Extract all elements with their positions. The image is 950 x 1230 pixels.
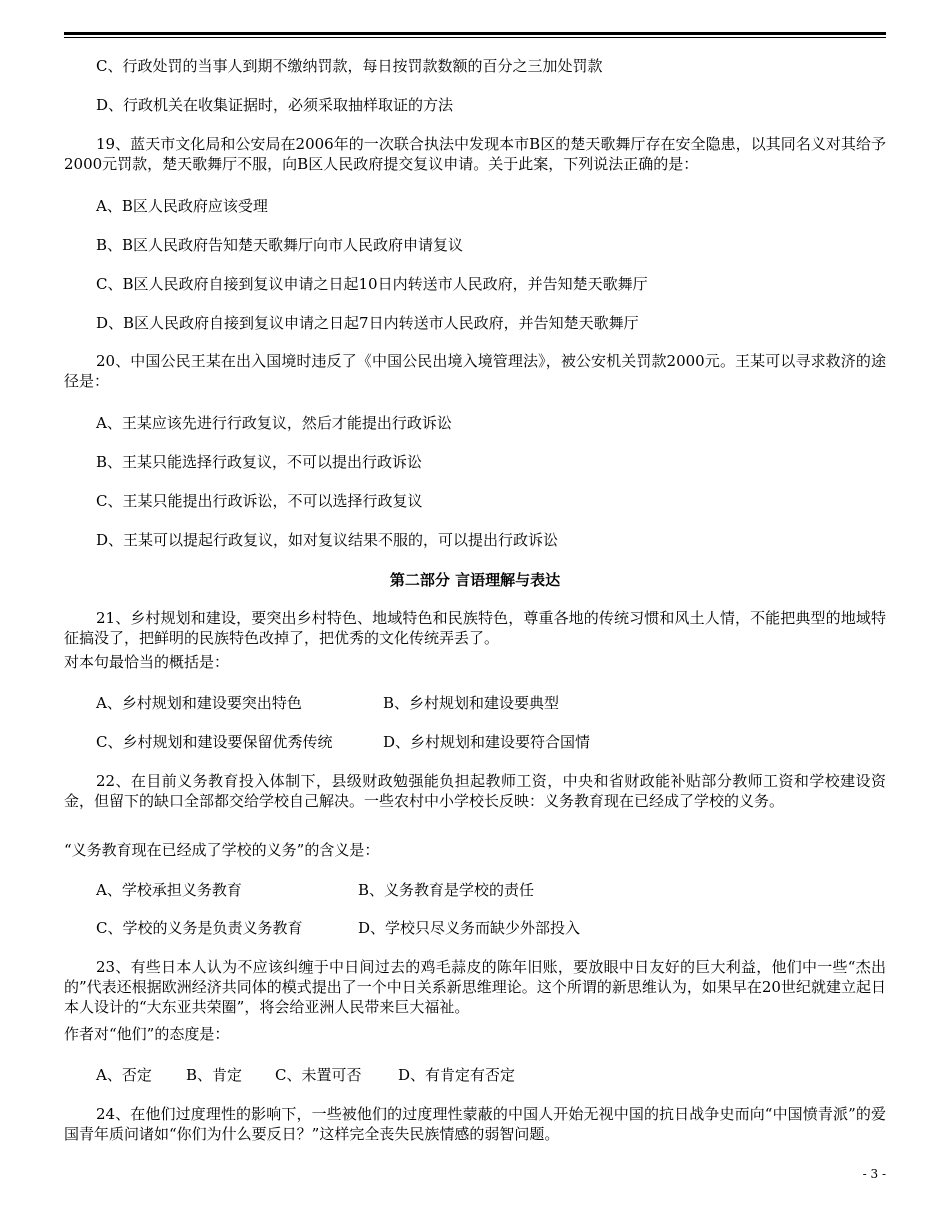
q18-option-d: D、行政机关在收集证据时，必须采取抽样取证的方法 bbox=[96, 96, 454, 114]
q23-option-d: D、有肯定有否定 bbox=[398, 1066, 516, 1084]
q24-stem: 24、在他们过度理性的影响下，一些被他们的过度理性蒙蔽的中国人开始无视中国的抗日战争史而向“中国愤青派”的爱国青年质问诸如“你们为什么要反日？”这样完全丧失民族情感的弱智问题。 bbox=[64, 1105, 886, 1143]
q23-option-b: B、肯定 bbox=[186, 1066, 243, 1084]
q22-prompt: “义务教育现在已经成了学校的义务”的含义是： bbox=[64, 841, 380, 859]
q21-option-c: C、乡村规划和建设要保留优秀传统 bbox=[96, 733, 333, 751]
q22-option-c: C、学校的义务是负责义务教育 bbox=[96, 919, 303, 937]
q20-option-d: D、王某可以提起行政复议，如对复议结果不服的，可以提出行政诉讼 bbox=[96, 531, 559, 549]
q22-option-b: B、义务教育是学校的责任 bbox=[358, 881, 535, 899]
q20-stem: 20、中国公民王某在出入国境时违反了《中国公民出境入境管理法》，被公安机关罚款2000元。王某可以寻求救济的途径是： bbox=[64, 352, 886, 390]
q21-option-b: B、乡村规划和建设要典型 bbox=[383, 694, 560, 712]
q23-option-c: C、未置可否 bbox=[275, 1066, 362, 1084]
q22-option-d: D、学校只尽义务而缺少外部投入 bbox=[358, 919, 581, 937]
q21-option-d: D、乡村规划和建设要符合国情 bbox=[383, 733, 591, 751]
q22-option-a: A、学校承担义务教育 bbox=[96, 881, 242, 899]
q19-option-d: D、B区人民政府自接到复议申请之日起7日内转送市人民政府，并告知楚天歌舞厅 bbox=[96, 314, 639, 332]
q21-option-a: A、乡村规划和建设要突出特色 bbox=[96, 694, 302, 712]
q19-option-c: C、B区人民政府自接到复议申请之日起10日内转送市人民政府，并告知楚天歌舞厅 bbox=[96, 275, 648, 293]
q19-option-a: A、B区人民政府应该受理 bbox=[96, 197, 268, 215]
q23-stem: 23、有些日本人认为不应该纠缠于中日间过去的鸡毛蒜皮的陈年旧账，要放眼中日友好的巨大利益，他们中一些“杰出的”代表还根据欧洲经济共同体的模式提出了一个中日关系新思维理论。这个所谓的新思维认为，如果早在20世纪就建立起日本人设计的“大东亚共荣圈”，将会给亚洲人民带来巨大福祉。 bbox=[64, 958, 886, 1016]
header-rule-thin bbox=[64, 37, 886, 38]
header-rule-thick bbox=[64, 32, 886, 35]
q22-stem: 22、在目前义务教育投入体制下，县级财政勉强能负担起教师工资，中央和省财政能补贴部分教师工资和学校建设资金，但留下的缺口全部都交给学校自己解决。一些农村中小学校长反映：义务教育现在已经成了学校的义务。 bbox=[64, 772, 886, 810]
q20-option-c: C、王某只能提出行政诉讼，不可以选择行政复议 bbox=[96, 492, 423, 510]
section-title: 第二部分 言语理解与表达 bbox=[389, 571, 561, 589]
q20-option-b: B、王某只能选择行政复议，不可以提出行政诉讼 bbox=[96, 453, 423, 471]
q19-stem: 19、蓝天市文化局和公安局在2006年的一次联合执法中发现本市B区的楚天歌舞厅存在安全隐患，以其同名义对其给予2000元罚款，楚天歌舞厅不服，向B区人民政府提交复议申请。关于此案，下列说法正确的是： bbox=[64, 135, 886, 173]
q23-prompt: 作者对“他们”的态度是： bbox=[64, 1025, 230, 1043]
page-number: - 3 - bbox=[862, 1167, 886, 1181]
q18-option-c: C、行政处罚的当事人到期不缴纳罚款，每日按罚款数额的百分之三加处罚款 bbox=[96, 57, 603, 75]
q20-option-a: A、王某应该先进行行政复议，然后才能提出行政诉讼 bbox=[96, 414, 452, 432]
q23-option-a: A、否定 bbox=[96, 1066, 152, 1084]
q19-option-b: B、B区人民政府告知楚天歌舞厅向市人民政府申请复议 bbox=[96, 236, 464, 254]
q21-stem: 21、乡村规划和建设，要突出乡村特色、地域特色和民族特色，尊重各地的传统习惯和风土人情，不能把典型的地域特征搞没了，把鲜明的民族特色改掉了，把优秀的文化传统弄丢了。 bbox=[64, 609, 886, 647]
q21-prompt: 对本句最恰当的概括是： bbox=[64, 653, 230, 671]
